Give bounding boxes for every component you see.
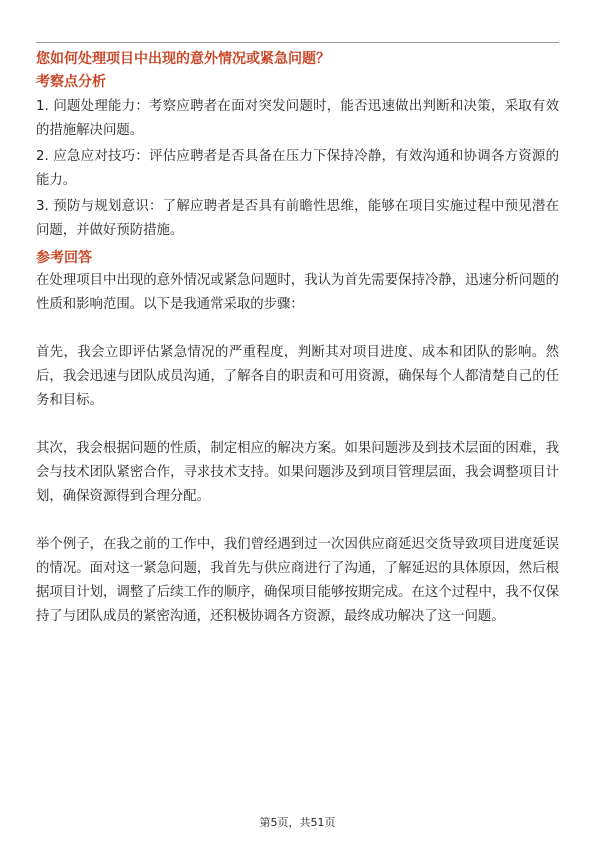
page-number: 第5页，共51页 [259, 816, 336, 829]
analysis-list [36, 95, 559, 243]
answer-paragraph: 首先，我会立即评估紧急情况的严重程度，判断其对项目进度、成本和团队的影响。然后，我会迅速与团队成员沟通，了解各自的职责和可用资源，确保每个人都清楚自己的任务和目标。 [36, 345, 559, 408]
analysis-item: 3. 预防与规划意识：了解应聘者是否具有前瞻性思维，能够在项目实施过程中预见潜在问题，并做好预防措施。 [36, 199, 559, 238]
answer-body [36, 269, 559, 629]
answer-paragraph: 举个例子，在我之前的工作中，我们曾经遇到过一次因供应商延迟交货导致项目进度延误的情况。面对这一紧急问题，我首先与供应商进行了沟通，了解延迟的具体原因，然后根据项目计划，调整了后续工作的顺序，确保项目能够按期完成。在这个过程中，我不仅保持了与团队成员的紧密沟通，还积极协调各方资源，最终成功解决了这一问题。 [36, 537, 559, 624]
document-body [36, 48, 559, 653]
answer-heading: 参考回答 [36, 250, 92, 266]
analysis-item: 2. 应急应对技巧：评估应聘者是否具备在压力下保持冷静，有效沟通和协调各方资源的能力。 [36, 149, 559, 188]
answer-paragraph: 其次，我会根据问题的性质，制定相应的解决方案。如果问题涉及到技术层面的困难，我会与技术团队紧密合作，寻求技术支持。如果问题涉及到项目管理层面，我会调整项目计划，确保资源得到合理分配。 [36, 441, 559, 504]
answer-paragraph: 在处理项目中出现的意外情况或紧急问题时，我认为首先需要保持冷静，迅速分析问题的性质和影响范围。以下是我通常采取的步骤： [36, 273, 559, 312]
analysis-heading: 考察点分析 [36, 74, 106, 90]
question-heading: 您如何处理项目中出现的意外情况或紧急问题？ [36, 51, 330, 67]
analysis-item: 1. 问题处理能力：考察应聘者在面对突发问题时，能否迅速做出判断和决策，采取有效的措施解决问题。 [36, 99, 559, 138]
header-divider [36, 42, 559, 43]
